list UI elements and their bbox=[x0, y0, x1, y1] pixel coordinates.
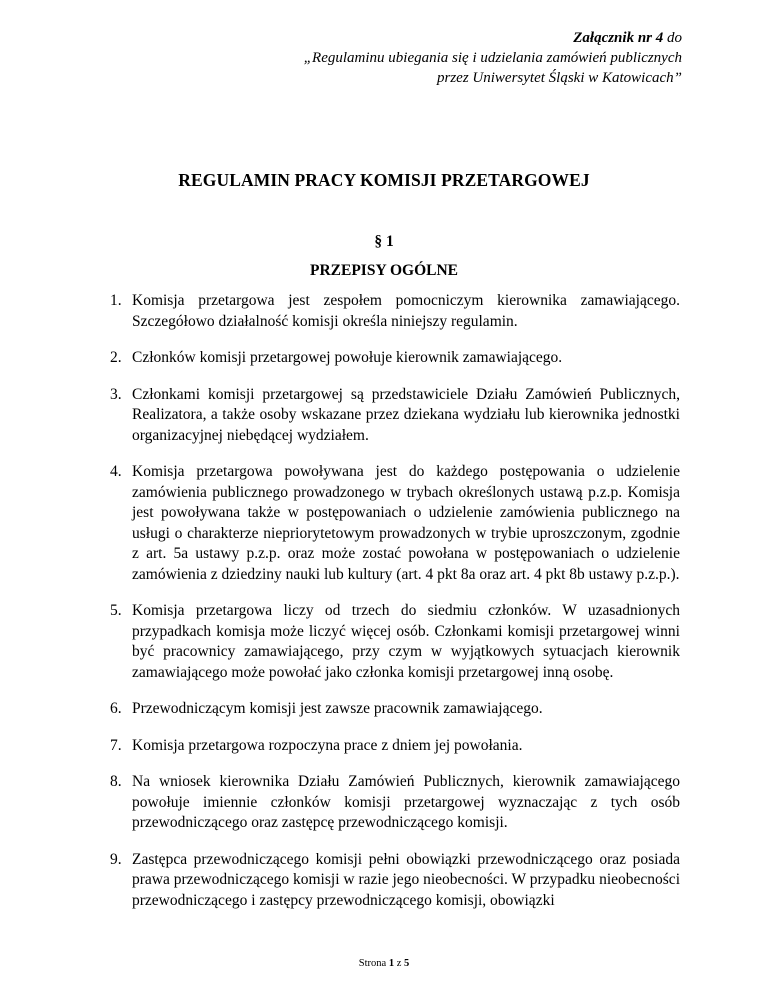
item-number: 4. bbox=[110, 463, 122, 480]
annex-label-rest: do bbox=[663, 30, 682, 46]
annex-line-3: przez Uniwersytet Śląski w Katowicach” bbox=[437, 70, 682, 86]
item-text: Komisja przetargowa powoływana jest do każdego postępowania o udzielenie zamówienia publicznego prowadzonego w trybach określonych ustawą p.z.p. Komisja jest powoływana także w postępowaniach o udzielenie zamówienia publicznego na usługi o charakterze niepriorytetowym prowadzonych w trybie uproszczonym, zgodnie z art. 5a ustawy p.z.p. oraz może zostać powołana w postępowaniach o udzielenie zamówienia z dziedziny nauki lub kultury (art. 4 pkt 8a oraz art. 4 pkt 8b ustawy p.z.p.). bbox=[132, 463, 680, 583]
list-item bbox=[110, 462, 680, 585]
item-text: Członkami komisji przetargowej są przedstawiciele Działu Zamówień Publicznych, Realizatora, a także osoby wskazane przez dziekana wydziału lub kierownika jednostki organizacyjnej niebędącej wydziałem. bbox=[132, 385, 680, 444]
footer-middle: z bbox=[394, 958, 404, 969]
item-number: 7. bbox=[110, 736, 122, 754]
item-text: Komisja przetargowa rozpoczyna prace z dniem jej powołania. bbox=[132, 736, 523, 754]
item-text: Komisja przetargowa jest zespołem pomocniczym kierownika zamawiającego. Szczegółowo działalność komisji określa niniejszy regulamin. bbox=[132, 292, 680, 330]
page-footer bbox=[0, 958, 768, 969]
list-item bbox=[110, 348, 680, 369]
item-text: Komisja przetargowa liczy od trzech do siedmiu członków. W uzasadnionych przypadkach komisja może liczyć więcej osób. Członkami komisji przetargowej winni być pracownicy zamawiającego, przy czym w wyjątkowych sytuacjach kierownik zamawiającego może powołać jako członka komisji przetargowej inną osobę. bbox=[132, 602, 680, 681]
total-pages-number: 5 bbox=[403, 958, 410, 969]
footer-prefix: Strona bbox=[358, 958, 389, 969]
item-number: 8. bbox=[110, 773, 122, 790]
current-page-number: 1 bbox=[388, 958, 395, 969]
list-item bbox=[110, 291, 680, 332]
item-text: Na wniosek kierownika Działu Zamówień Publicznych, kierownik zamawiającego powołuje imiennie członków komisji przetargowej wyznaczając z tych osób przewodniczącego oraz zastępcę przewodniczącego komisji. bbox=[132, 773, 680, 831]
list-item bbox=[110, 736, 680, 757]
item-number: 1. bbox=[110, 292, 122, 309]
item-text: Zastępca przewodniczącego komisji pełni obowiązki przewodniczącego oraz posiada prawa przewodniczącego komisji w razie jego nieobecności. W przypadku nieobecności przewodniczącego i zastępcy przewodniczącego komisji, obowiązki bbox=[132, 850, 680, 909]
list-item bbox=[110, 772, 680, 834]
paragraph-number: § 1 bbox=[374, 233, 394, 250]
item-number: 5. bbox=[110, 602, 122, 619]
annex-header bbox=[122, 28, 682, 88]
list-item bbox=[110, 850, 680, 912]
item-text: Członków komisji przetargowej powołuje kierownik zamawiającego. bbox=[132, 349, 563, 366]
list-item bbox=[110, 385, 680, 447]
item-number: 2. bbox=[110, 349, 122, 366]
item-number: 9. bbox=[110, 850, 122, 868]
item-text: Przewodniczącym komisji jest zawsze pracownik zamawiającego. bbox=[132, 700, 543, 717]
annex-label: Załącznik nr 4 bbox=[573, 30, 664, 46]
annex-line-1 bbox=[122, 28, 682, 48]
item-number: 6. bbox=[110, 700, 122, 717]
document-title: REGULAMIN PRACY KOMISJI PRZETARGOWEJ bbox=[178, 170, 590, 190]
paragraph-heading: PRZEPISY OGÓLNE bbox=[310, 262, 458, 279]
list-item bbox=[110, 601, 680, 683]
item-number: 3. bbox=[110, 385, 122, 403]
provisions-list bbox=[110, 291, 680, 927]
annex-line-2: „Regulaminu ubiegania się i udzielania zamówień publicznych bbox=[303, 50, 682, 66]
list-item bbox=[110, 699, 680, 720]
